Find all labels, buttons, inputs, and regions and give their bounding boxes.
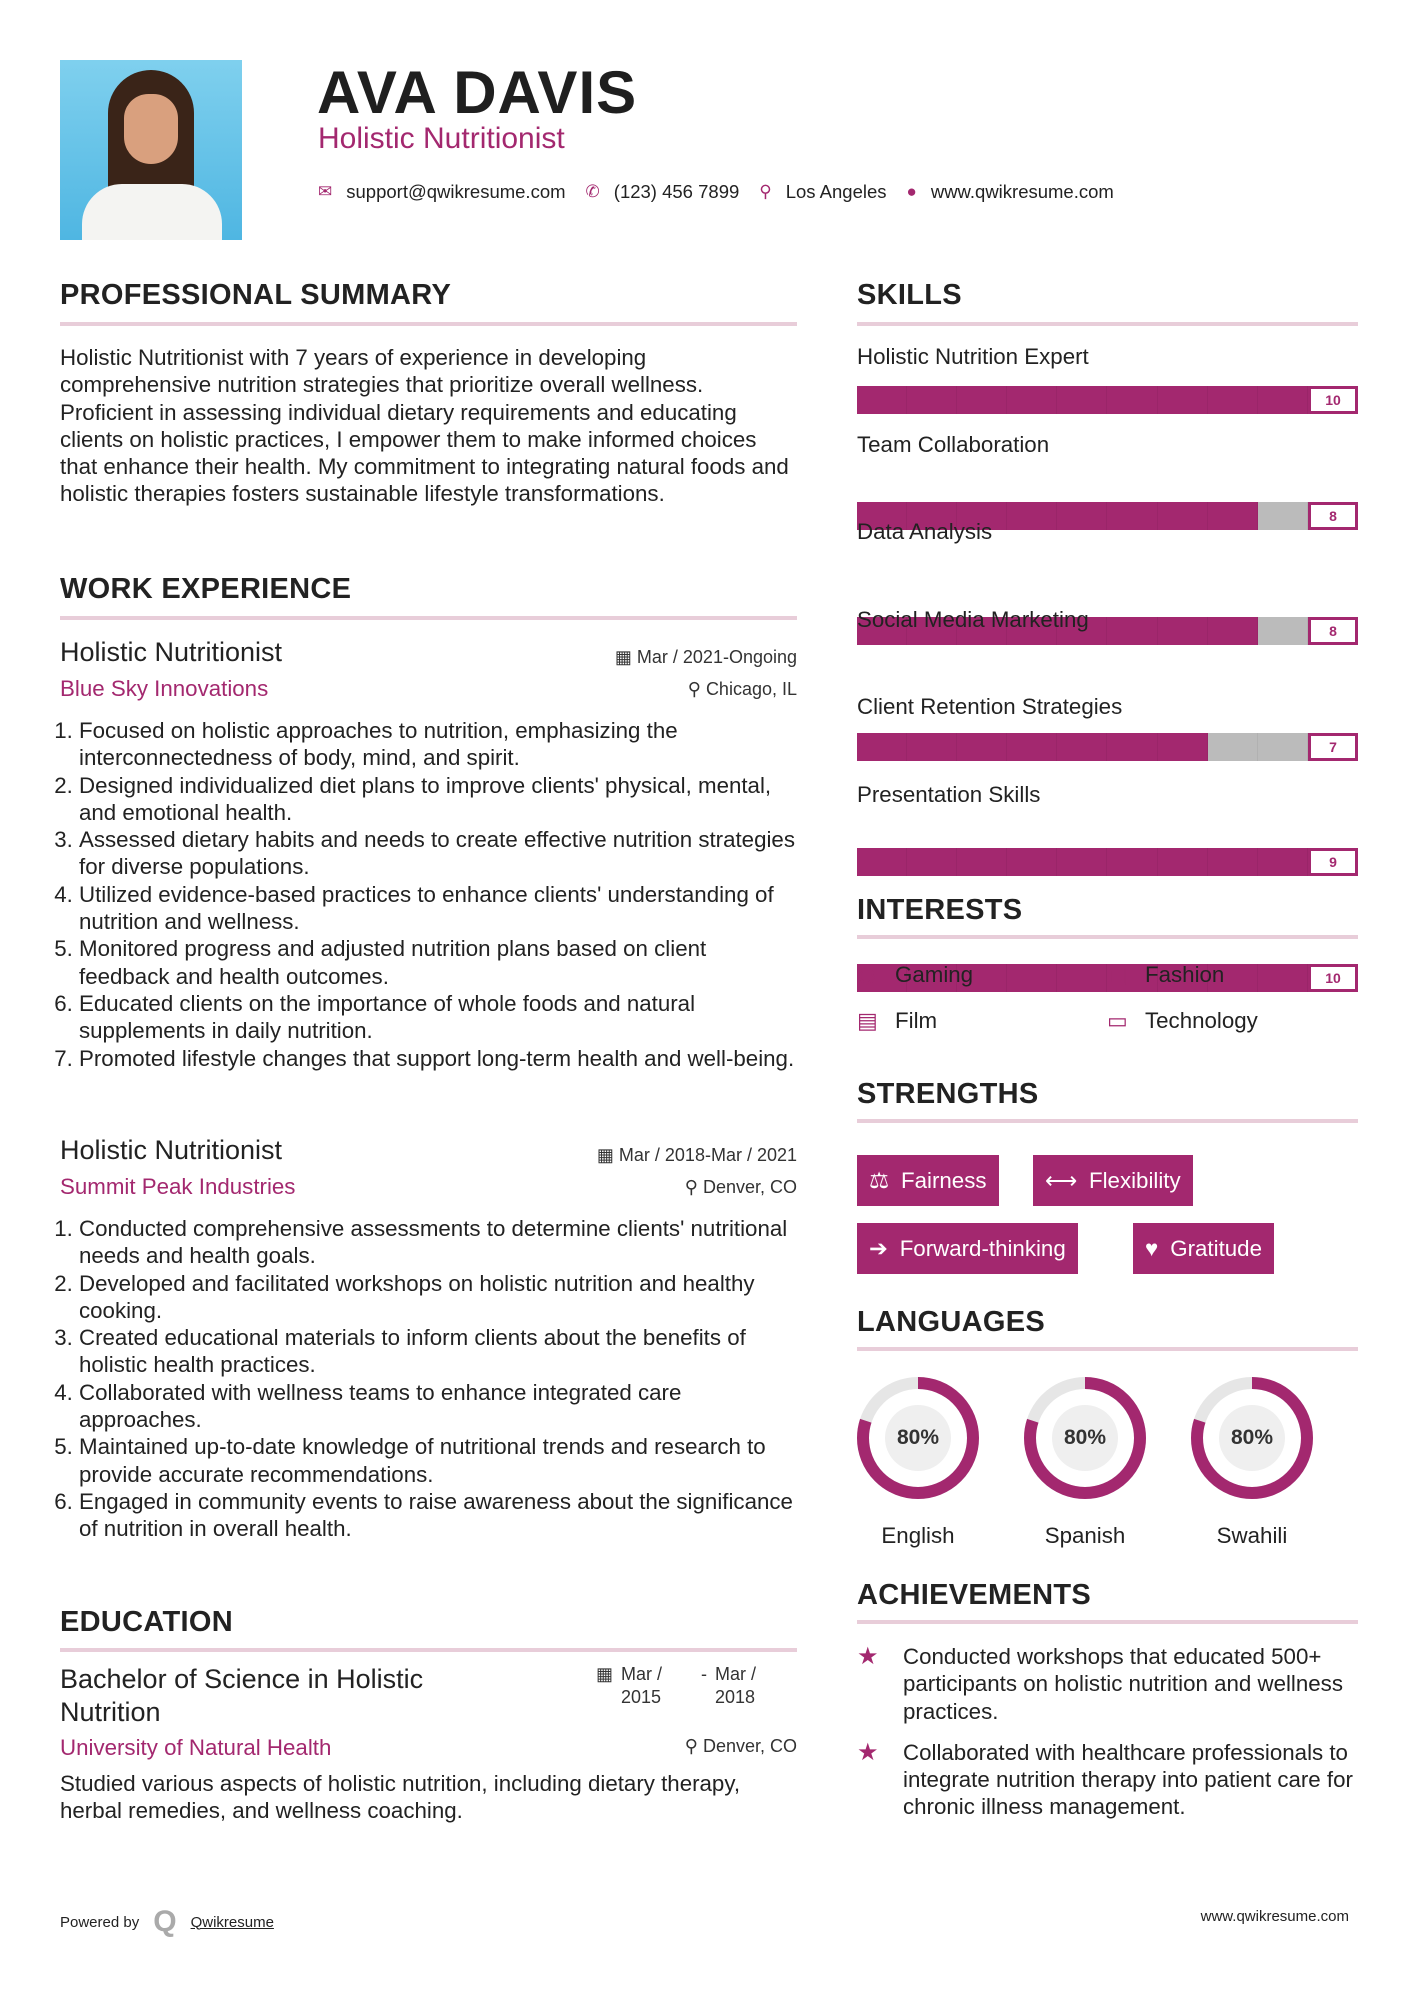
skill-bar <box>857 733 1358 761</box>
skill-bar-segment <box>1258 502 1308 530</box>
education-end: Mar / 2018 <box>715 1664 757 1707</box>
skill-bar-segment <box>907 386 957 414</box>
bullet-item: 2. Designed individualized diet plans to improve clients' physical, mental, and emotional health. <box>79 772 797 827</box>
summary-heading: PROFESSIONAL SUMMARY <box>60 279 452 311</box>
skill-score: 7 <box>1308 733 1358 761</box>
bullet-item: 5. Maintained up-to-date knowledge of nutritional trends and research to provide accurate recommendations. <box>79 1433 797 1488</box>
pin-icon: ⚲ <box>687 679 706 699</box>
job-date: ▦ Mar / 2018-Mar / 2021 <box>596 1145 797 1165</box>
interest-gaming: ◉ Gaming <box>857 962 974 987</box>
company-name: Blue Sky Innovations <box>60 676 269 701</box>
language-english <box>857 1377 979 1548</box>
divider <box>857 935 1358 939</box>
pin-icon: ⚲ <box>684 1177 703 1197</box>
calendar-icon: ▦ <box>596 1145 619 1165</box>
skill-bar-segment <box>957 733 1007 761</box>
calendar-icon: ▦ <box>614 647 637 667</box>
education-location: ⚲ Denver, CO <box>684 1736 797 1756</box>
bullet-item: 1. Conducted comprehensive assessments to determine clients' nutritional needs and health goals. <box>79 1215 797 1270</box>
job-location: ⚲ Denver, CO <box>684 1177 797 1197</box>
skill-bar-segment <box>1007 733 1057 761</box>
language-percent: 80% <box>1230 1426 1274 1449</box>
skill-bar-segment <box>1258 386 1308 414</box>
heart-icon: ♥ <box>1145 1235 1159 1261</box>
skill-bar-segment <box>1007 502 1057 530</box>
gamepad-icon: ◉ <box>857 962 877 987</box>
job-title: Holistic Nutritionist <box>60 637 283 667</box>
skill-bar-segment <box>1107 502 1157 530</box>
education-description: Studied various aspects of holistic nutrition, including dietary therapy, herbal remedies, and wellness coaching. <box>60 1771 741 1824</box>
interests-heading: INTERESTS <box>857 894 1023 926</box>
globe-icon: ● <box>906 182 917 201</box>
skills-heading: SKILLS <box>857 279 962 311</box>
education-dates: ▦ Mar / 2015 - Mar / 2018 <box>596 1663 796 1709</box>
job-location: ⚲ Chicago, IL <box>687 679 797 699</box>
skill-bar <box>857 848 1358 876</box>
skill-bar-segment <box>1208 386 1258 414</box>
job-date: ▦ Mar / 2021-Ongoing <box>614 647 797 667</box>
education-start: Mar / 2015 <box>621 1664 663 1707</box>
bullet-item: 5. Monitored progress and adjusted nutrition plans based on client feedback and health outcomes. <box>79 935 797 990</box>
company-name: Summit Peak Industries <box>60 1174 296 1199</box>
language-percent: 80% <box>1063 1426 1107 1449</box>
summary-text: Holistic Nutritionist with 7 years of experience in developing comprehensive nutrition strategies that prioritize overall wellness. Proficient in assessing individual dietary requirements and educating clients on holistic practices, I empower them to make informed choices that enhance their health. My commitment to integrating natural foods and holistic therapies fosters sustainable lifestyle transformations. <box>60 345 789 507</box>
skill-bar-segment <box>1258 964 1308 992</box>
skill-score: 8 <box>1308 617 1358 645</box>
strengths-heading: STRENGTHS <box>857 1078 1039 1110</box>
skill-bar-segment <box>1107 848 1157 876</box>
skill-bar-segment <box>1208 848 1258 876</box>
skill-score: 9 <box>1308 848 1358 876</box>
strength-chip: ⟷ Flexibility <box>1033 1155 1193 1206</box>
degree: Bachelor of Science in Holistic Nutrition <box>60 1664 424 1727</box>
skill-bar-segment <box>1258 848 1308 876</box>
divider <box>857 1347 1358 1351</box>
skill-bar-segment <box>1158 733 1208 761</box>
job-title: Holistic Nutritionist <box>60 1135 283 1165</box>
skill-bar-segment <box>1258 617 1308 645</box>
bullet-item: 6. Engaged in community events to raise awareness about the significance of nutrition in overall health. <box>79 1488 797 1543</box>
skill-bar-segment <box>1158 502 1208 530</box>
bullet-item: 3. Assessed dietary habits and needs to create effective nutrition strategies for diverse populations. <box>79 826 797 881</box>
map-marker-icon: ⚲ <box>759 182 772 201</box>
strength-chip: ♥ Gratitude <box>1133 1223 1274 1274</box>
divider <box>857 1620 1358 1624</box>
bullet-item: 1. Focused on holistic approaches to nutrition, emphasizing the interconnectedness of body, mind, and spirit. <box>79 717 797 772</box>
contact-location: Los Angeles <box>785 181 887 202</box>
arrows-h-icon: ⟷ <box>1045 1167 1077 1193</box>
calendar-icon: ▦ <box>596 1664 614 1684</box>
skill-bar-segment <box>1208 733 1258 761</box>
achievement-item: ★ Conducted workshops that educated 500+ participants on holistic nutrition and wellness practices. <box>857 1643 1343 1724</box>
bullet-item: 2. Developed and facilitated workshops on holistic nutrition and healthy cooking. <box>79 1270 797 1325</box>
skill-name: Presentation Skills <box>857 782 1041 807</box>
skill-bar-segment <box>857 733 907 761</box>
qwikresume-logo-icon: Q <box>153 1905 177 1938</box>
contact-bar <box>318 181 1134 203</box>
skill-bar <box>857 386 1358 414</box>
strength-chip: ⚖ Fairness <box>857 1155 999 1206</box>
language-percent: 80% <box>896 1426 940 1449</box>
bullet-item: 6. Educated clients on the importance of whole foods and natural supplements in daily nutrition. <box>79 990 797 1045</box>
brand-link[interactable]: Qwikresume <box>190 1913 274 1931</box>
skill-score: 10 <box>1308 386 1358 414</box>
contact-website[interactable]: www.qwikresume.com <box>930 181 1114 202</box>
skill-bar-segment <box>1158 848 1208 876</box>
skill-bar-segment <box>1057 733 1107 761</box>
skill-bar-segment <box>907 848 957 876</box>
skill-name: Holistic Nutrition Expert <box>857 344 1089 369</box>
arrow-right-icon: ➔ <box>869 1235 888 1261</box>
skill-bar-segment <box>907 733 957 761</box>
skill-name: Data Analysis <box>857 519 993 545</box>
skill-name: Client Retention Strategies <box>857 694 1123 720</box>
footer-website[interactable]: www.qwikresume.com <box>1200 1908 1349 1925</box>
skill-bar-segment <box>1158 617 1208 645</box>
job-bullets <box>60 1215 797 1543</box>
skill-bar-segment <box>957 848 1007 876</box>
divider <box>60 616 797 620</box>
skill-bar-segment <box>1107 386 1157 414</box>
star-icon: ★ <box>857 1643 879 1670</box>
divider <box>60 1648 797 1652</box>
candidate-name: AVA DAVIS <box>317 59 638 126</box>
languages-heading: LANGUAGES <box>857 1306 1045 1338</box>
contact-email[interactable]: support@qwikresume.com <box>346 181 566 202</box>
strength-chip: ➔ Forward-thinking <box>857 1223 1078 1274</box>
envelope-icon: ✉ <box>318 182 333 201</box>
bullet-item: 3. Created educational materials to inform clients about the benefits of holistic health practices. <box>79 1324 797 1379</box>
footer-powered: Powered by Q Qwikresume <box>60 1905 274 1938</box>
skill-bar-segment <box>1057 502 1107 530</box>
skill-bar-segment <box>1057 964 1107 992</box>
skill-score: 10 <box>1308 964 1358 992</box>
language-name: Spanish <box>1044 1523 1126 1548</box>
bullet-item: 4. Utilized evidence-based practices to enhance clients' understanding of nutrition and wellness. <box>79 881 797 936</box>
education-heading: EDUCATION <box>60 1606 233 1638</box>
achievement-item: ★ Collaborated with healthcare professionals to integrate nutrition therapy into patient care for chronic illness management. <box>857 1738 1353 1820</box>
language-name: Swahili <box>1216 1523 1288 1548</box>
skill-name: Team Collaboration <box>857 431 1050 457</box>
profile-photo <box>60 60 242 240</box>
divider <box>857 322 1358 326</box>
skill-bar-segment <box>1158 386 1208 414</box>
school: University of Natural Health <box>60 1735 332 1760</box>
contact-phone: (123) 456 7899 <box>613 181 740 202</box>
divider <box>60 322 797 326</box>
job-bullets <box>60 717 797 1072</box>
candidate-title: Holistic Nutritionist <box>318 122 565 155</box>
experience-heading: WORK EXPERIENCE <box>60 573 352 605</box>
shopping-bag-icon: ▣ <box>1107 962 1128 987</box>
skill-bar-segment <box>957 386 1007 414</box>
skill-bar-segment <box>1007 964 1057 992</box>
laptop-icon: ▭ <box>1107 1008 1128 1033</box>
phone-icon: ✆ <box>585 182 600 201</box>
skill-bar-segment <box>1057 386 1107 414</box>
film-icon: ▤ <box>857 1008 878 1033</box>
skill-name: Social Media Marketing <box>857 606 1089 632</box>
bullet-item: 4. Collaborated with wellness teams to enhance integrated care approaches. <box>79 1379 797 1434</box>
pin-icon: ⚲ <box>684 1736 703 1756</box>
balance-scale-icon: ⚖ <box>869 1167 889 1193</box>
language-spanish <box>1024 1377 1146 1548</box>
skill-bar-segment <box>1107 617 1157 645</box>
skill-score: 8 <box>1308 502 1358 530</box>
skill-bar-segment <box>1057 848 1107 876</box>
language-swahili <box>1191 1377 1313 1548</box>
skill-bar-segment <box>857 848 907 876</box>
interest-technology: ▭ Technology <box>1107 1008 1258 1033</box>
skill-bar-segment <box>1208 617 1258 645</box>
skill-bar-segment <box>1007 848 1057 876</box>
bullet-item: 7. Promoted lifestyle changes that support long-term health and well-being. <box>79 1045 797 1072</box>
skill-bar-segment <box>857 386 907 414</box>
achievements-heading: ACHIEVEMENTS <box>857 1579 1092 1611</box>
divider <box>857 1119 1358 1123</box>
interest-fashion: ▣ Fashion <box>1107 962 1225 987</box>
skill-bar-segment <box>1258 733 1308 761</box>
interest-film: ▤ Film <box>857 1008 938 1033</box>
skill-bar-segment <box>1208 502 1258 530</box>
star-icon: ★ <box>857 1738 879 1766</box>
language-name: English <box>881 1523 955 1548</box>
skill-bar-segment <box>1007 386 1057 414</box>
skill-bar-segment <box>1107 733 1157 761</box>
